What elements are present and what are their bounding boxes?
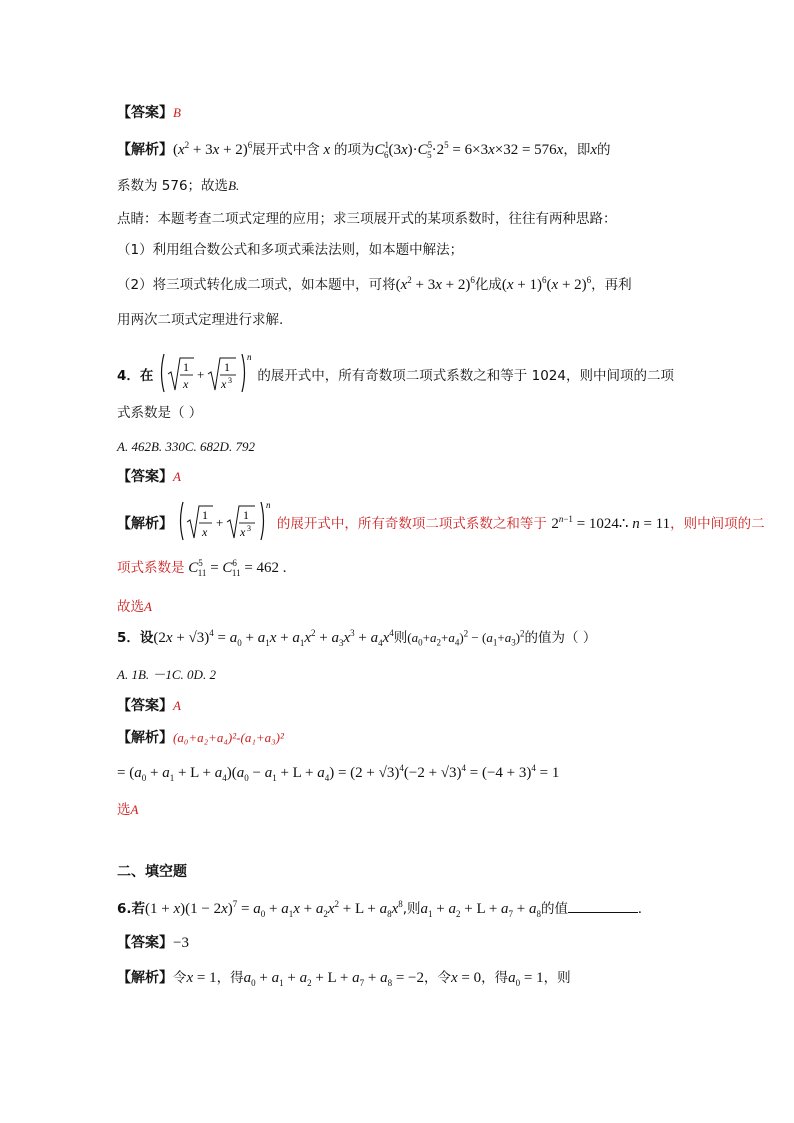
svg-text:1: 1 xyxy=(243,508,250,522)
q6-analysis-a: 令 xyxy=(173,970,187,986)
q3-answer-value: B xyxy=(173,105,181,120)
q3-way2-c: ，再利 xyxy=(591,277,632,293)
q3-way1: （1）利用组合数公式和多项式乘法法则，如本题中解法； xyxy=(117,242,464,258)
q3-analysis-text2: 的项为 xyxy=(333,142,375,158)
q5-target-expr: $(a_0+a_2+a_4)^2 - (a_1+a_3)^2$ xyxy=(407,628,525,648)
svg-text:n: n xyxy=(266,500,271,510)
q3-term-formula: $C^1_6(3x)\cdot C^5_5\cdot 2^5 = 6\times 3x\times 32 = 576x$ xyxy=(374,140,564,160)
svg-text:3: 3 xyxy=(247,524,252,533)
q6-stem-b: ,则 xyxy=(402,901,421,917)
q6-analysis-b: ，得 xyxy=(216,970,244,986)
q5-analysis-line2 xyxy=(117,763,559,783)
analysis-label: 【解析】 xyxy=(117,730,173,746)
q3-analysis-line1 xyxy=(117,140,611,160)
svg-text:x: x xyxy=(240,525,246,539)
q6-target-sum: $a_1 + a_2 + L + a_7 + a_8$ xyxy=(420,901,542,919)
q6-stem-c: 的值 xyxy=(541,901,569,917)
q4-choose-letter: A xyxy=(144,599,152,614)
q5-stem-line xyxy=(117,628,596,648)
q3-way2-line xyxy=(117,275,632,295)
q6-let-x0: x = 0 xyxy=(451,970,482,986)
q5-analysis-formula: = $(a_0 + a_1 + L + a_4)(a_0 - a_1 + L + a_4) = (2 + √3)^4(-2 + √3)^4 = (-4 + 3)^4 = 1$ xyxy=(117,763,560,783)
q5-stem-b: 则 xyxy=(393,630,408,646)
q3-analysis-text3: ，即 xyxy=(563,142,591,158)
q4-stem-line xyxy=(117,352,674,400)
svg-text:+: + xyxy=(216,515,224,530)
q4-analysis-b: ，则中间项的二 xyxy=(670,516,765,532)
q5-choose-letter: A xyxy=(130,802,139,817)
q3-var-x2: x xyxy=(590,142,598,158)
section-title: 二、填空题 xyxy=(117,864,187,880)
answer-label: 【答案】 xyxy=(117,935,173,951)
q5-stem-a: 5．设 xyxy=(117,630,154,646)
q6-a0-eq: $a_0 = 1$ xyxy=(508,970,544,988)
svg-text:1: 1 xyxy=(182,360,189,374)
q6-stem-line: 6.若$(1 + x)(1 - 2x)^7 = a_0 + a_1x + a_2x^2 + L + a_8x^8$,则$a_1 + a_2 + L + a_7 + a_8$的值 . xyxy=(117,899,642,919)
q4-analysis-line1 xyxy=(117,500,765,546)
q3-way2-d: 用两次二项式定理进行求解. xyxy=(117,312,284,328)
q5-answer-line xyxy=(117,696,181,716)
q5-analysis-line1 xyxy=(117,728,284,748)
q6-analysis-d: ，得 xyxy=(481,970,509,986)
q5-analysis-expr: (a₀+a₂+a₄)²-(a₁+a₃)² xyxy=(173,730,284,745)
q4-choose-text: 故选 xyxy=(117,599,144,615)
q3-way2-b: 化成 xyxy=(474,277,502,293)
q4-stem-b: 的展开式中，所有奇数项二项式系数之和等于 1024，则中间项的二项 xyxy=(257,368,674,384)
q4-options: A. 462B. 330C. 682D. 792 xyxy=(117,439,255,454)
answer-label: 【答案】 xyxy=(117,698,173,714)
svg-text:x: x xyxy=(182,377,189,391)
q6-analysis-line xyxy=(117,968,571,988)
q5-stem-c: 的值为（ ） xyxy=(524,630,597,646)
answer-label: 【答案】 xyxy=(117,105,173,121)
q6-let-x1: x = 1 xyxy=(186,970,217,986)
q3-analysis-line2 xyxy=(117,176,239,196)
q6-stem-a: 6.若 xyxy=(117,901,146,917)
q6-analysis-e: ，则 xyxy=(543,970,571,986)
q4-analysis-formula: $2^{n-1}$ = 1024∴ n = 11 xyxy=(551,514,671,532)
q3-answer-line xyxy=(117,103,181,123)
svg-text:1: 1 xyxy=(202,508,209,522)
q3-var-x: x xyxy=(319,142,334,158)
answer-label: 【答案】 xyxy=(117,469,173,485)
q6-answer-line xyxy=(117,933,189,953)
q6-answer-value: −3 xyxy=(173,935,189,951)
q5-answer-value: A xyxy=(173,698,181,713)
q4-analysis-c: 项式系数是 xyxy=(117,560,185,576)
q3-way2-a: （2）将三项式转化成二项式，如本题中，可将 xyxy=(117,277,396,293)
q3-comment: 点睛：本题考查二项式定理的应用；求三项展开式的某项系数时，往往有两种思路： xyxy=(117,211,617,227)
svg-text:x: x xyxy=(220,377,227,391)
q6-answer-blank[interactable] xyxy=(568,898,638,913)
q4-answer-value: A xyxy=(173,469,181,484)
svg-text:3: 3 xyxy=(227,376,232,385)
q3-way2-expr1: $(x^2 + 3x + 2)^6$ xyxy=(395,275,475,293)
q4-comb-formula: $C^5_{11} = C^6_{11} = 462$ . xyxy=(188,558,287,578)
q4-analysis-radical xyxy=(177,500,272,548)
q4-analysis-line2 xyxy=(117,558,287,578)
q4-stem-a: 4．在 xyxy=(117,368,154,384)
svg-text:n: n xyxy=(246,352,252,362)
q3-analysis-text4: 的 xyxy=(597,142,611,158)
q4-analysis-a: 的展开式中，所有奇数项二项式系数之和等于 xyxy=(276,516,547,532)
q5-choose-text: 选 xyxy=(117,802,131,818)
q6-analysis-c: ，令 xyxy=(424,970,451,986)
q4-answer-line xyxy=(117,467,181,487)
q5-expansion: $(2x + √3)^4 = a_0 + a_1x + a_1x^2 + a_3x^3 + a_4x^4$ xyxy=(153,628,394,648)
svg-text:1: 1 xyxy=(223,360,230,374)
q5-choose-line xyxy=(117,800,138,820)
q3-way2-expr2: $(x + 1)^6(x + 2)^6$ xyxy=(501,275,592,293)
q4-stem-c: 式系数是（ ） xyxy=(117,405,203,421)
q4-radical-expr xyxy=(158,352,253,400)
q6-expansion: $(1 + x)(1 - 2x)^7 = a_0 + a_1x + a_2x^2 + L + a_8x^8$ xyxy=(145,899,403,919)
q3-analysis-text1: 展开式中含 xyxy=(252,142,320,158)
q3-coef-text: 系数为 576；故选 xyxy=(117,178,229,194)
q6-sum-eq: $a_0 + a_1 + a_2 + L + a_7 + a_8 = -2$ xyxy=(243,970,424,988)
analysis-label: 【解析】 xyxy=(117,142,173,158)
svg-text:x: x xyxy=(202,525,208,539)
q4-choose-line xyxy=(117,597,152,617)
q3-choose-letter: B. xyxy=(228,178,240,193)
analysis-label: 【解析】 xyxy=(117,516,173,532)
svg-text:+: + xyxy=(196,367,205,382)
q3-expression: $(x^2 + 3x + 2)^6$ xyxy=(173,140,253,158)
analysis-label: 【解析】 xyxy=(117,970,173,986)
q5-options: A. 1B. －1C. 0D. 2 xyxy=(117,667,216,682)
